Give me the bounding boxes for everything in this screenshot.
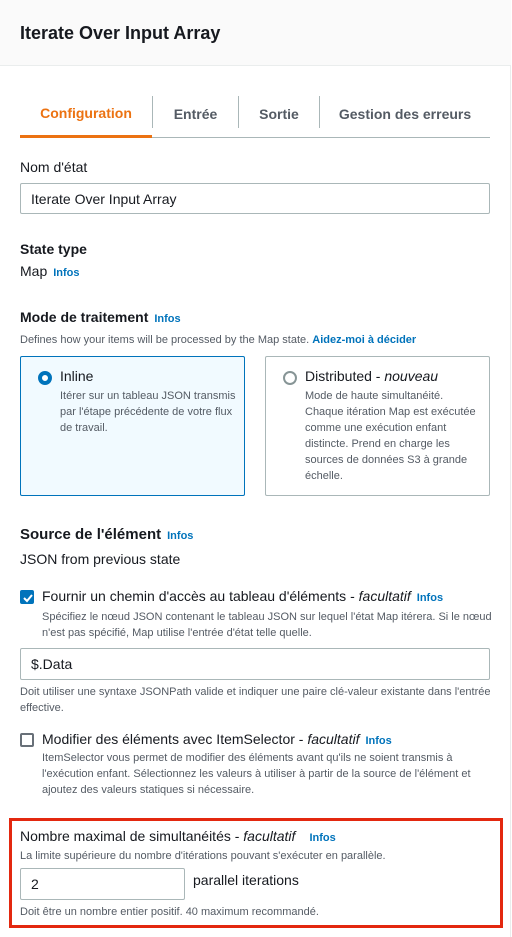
state-name-label: Nom d'état [20, 159, 88, 175]
max-concurrency-description: La limite supérieure du nombre d'itérations pouvant s'exécuter en parallèle. [20, 850, 386, 862]
item-selector-label-text: Modifier des éléments avec ItemSelector - [42, 731, 308, 747]
processing-mode-description [20, 332, 416, 348]
max-concurrency-label [20, 828, 336, 844]
inline-option-title: Inline [60, 368, 94, 384]
processing-mode-description-text: Defines how your items will be processed by the Map state. [20, 334, 310, 346]
panel-title: Iterate Over Input Array [20, 23, 221, 43]
item-source-heading [20, 526, 193, 543]
items-path-checkbox[interactable] [20, 590, 34, 604]
processing-mode-label: Mode de traitement [20, 309, 149, 325]
items-path-hint: Doit utiliser une syntaxe JSONPath valide et indiquer une paire clé-valeur existante dans l'entrée effective. [20, 686, 491, 714]
distributed-new-tag: nouveau [384, 368, 439, 384]
state-type-label: State type [20, 241, 87, 257]
distributed-option-description: Mode de haute simultanéité. Chaque itération Map est exécutée comme une exécution enfant distincte. Prend en charge les sources de données S3 à grande échelle. [305, 390, 476, 482]
item-selector-optional-tag: facultatif [307, 731, 360, 747]
items-path-value: $.Data [31, 656, 73, 672]
parallel-iterations-suffix: parallel iterations [193, 872, 299, 888]
items-path-info-link[interactable]: Infos [416, 592, 444, 604]
state-type-info-link[interactable]: Infos [53, 267, 80, 279]
inline-option-description: Itérer sur un tableau JSON transmis par l'étape précédente de votre flux de travail. [60, 390, 236, 434]
processing-mode-heading [20, 309, 181, 325]
tab-error-handling[interactable]: Gestion des erreurs [338, 105, 472, 122]
items-path-label-text: Fournir un chemin d'accès au tableau d'éléments - [42, 588, 359, 604]
tab-input[interactable]: Entrée [173, 105, 218, 122]
items-path-label [42, 588, 443, 604]
items-path-optional-tag: facultatif [358, 588, 411, 604]
tab-output[interactable]: Sortie [259, 105, 299, 122]
mode-option-inline[interactable] [20, 356, 245, 496]
processing-mode-info-link[interactable]: Infos [154, 313, 181, 325]
distributed-radio[interactable] [283, 371, 297, 385]
state-type-row [20, 263, 80, 279]
inline-radio[interactable] [38, 371, 52, 385]
item-selector-info-link[interactable]: Infos [365, 735, 392, 747]
items-path-description: Spécifiez le nœud JSON contenant le tableau JSON sur lequel l'état Map itérera. Si le nœud n'est pas spécifié, Map utilise l'entrée d'état telle quelle. [42, 611, 492, 639]
state-name-input[interactable] [20, 183, 490, 214]
max-concurrency-input[interactable] [20, 868, 185, 900]
distributed-option-title [305, 368, 438, 384]
panel-header [0, 0, 511, 66]
checkmark-icon [22, 592, 34, 604]
item-source-label: Source de l'élément [20, 526, 162, 543]
item-source-info-link[interactable]: Infos [167, 530, 194, 542]
max-concurrency-value: 2 [31, 876, 39, 892]
max-concurrency-hint: Doit être un nombre entier positif. 40 maximum recommandé. [20, 906, 319, 918]
mode-option-distributed[interactable] [265, 356, 490, 496]
items-path-input[interactable] [20, 648, 490, 680]
state-name-value: Iterate Over Input Array [31, 190, 177, 207]
item-selector-description: ItemSelector vous permet de modifier des éléments avant qu'ils ne soient transmis à l'exécution enfant. Sélectionnez les valeurs à utiliser à partir de la source de l'élément et ajoutez des valeurs statiques si nécessaire. [42, 752, 471, 796]
item-selector-label [42, 731, 392, 747]
max-concurrency-optional-tag: facultatif [243, 828, 296, 844]
help-decide-link[interactable]: Aidez-moi à décider [312, 334, 417, 346]
tab-configuration[interactable]: Configuration [20, 90, 152, 138]
max-concurrency-label-text: Nombre maximal de simultanéités - [20, 828, 244, 844]
item-source-value: JSON from previous state [20, 551, 181, 567]
tab-bar [20, 90, 490, 138]
state-type-value: Map [20, 263, 48, 279]
item-selector-checkbox[interactable] [20, 733, 34, 747]
distributed-title-text: Distributed - [305, 368, 385, 384]
max-concurrency-info-link[interactable]: Infos [309, 832, 336, 844]
